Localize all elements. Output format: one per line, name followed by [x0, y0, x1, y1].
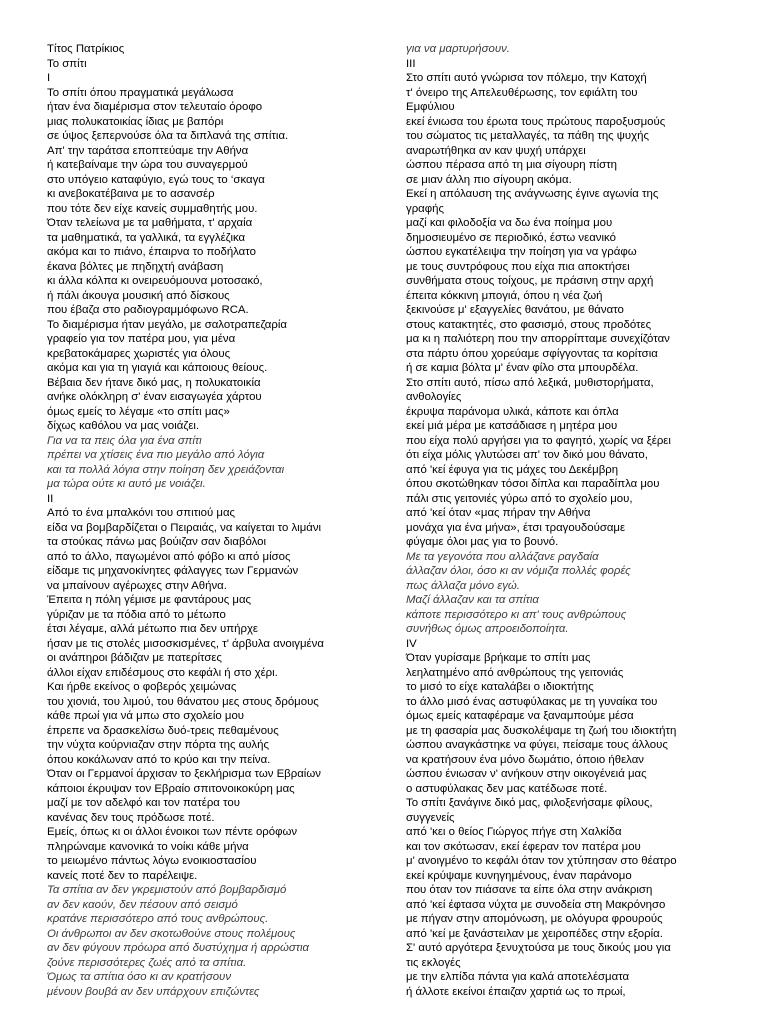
text-line: με τους συντρόφους που είχα πια αποκτήσει — [406, 260, 630, 273]
text-line: που τότε δεν είχε κανείς συμμαθητής μου. — [47, 202, 258, 215]
italic-text-line: άλλαζαν όλοι, όσο κι αν νόμιζα πολλές φορές — [406, 565, 631, 577]
italic-text-line: Με τα γεγονότα που αλλάζανε ραγδαία — [406, 550, 599, 563]
text-line: ήσαν με τις στολές μισοσκισμένες, τ' άρβυλα ανοιγμένα — [47, 637, 324, 650]
text-line: που όταν τον πιάσανε τα είπε όλα στην ανάκριση — [406, 884, 653, 896]
text-line: στο υπόγειο καταφύγιο, εγώ τους το ‘σκαγα — [47, 173, 265, 186]
text-line: ότι είχα μόλις γλυτώσει απ' τον δικό μου θάνατο, — [406, 449, 648, 461]
text-line: ώσπου αναγκάστηκε να φύγει, πείσαμε τους άλλους — [406, 739, 668, 751]
italic-text-line: κάποτε περισσότερο κι απ' τους ανθρώπους — [406, 608, 627, 621]
text-line: Το διαμέρισμα ήταν μεγάλο, με σαλοτραπεζαρία — [47, 318, 287, 331]
italic-text-line: πρέπει να χτίσεις ένα πιο μεγάλο από λόγια — [47, 449, 265, 461]
text-line: κανένας δεν τους πρόδωσε ποτέ. — [47, 811, 215, 824]
text-line: λεηλατημένο από ανθρώπους της γειτονιάς — [406, 666, 624, 679]
text-line: ώσπου εγκατέλειψα την ποίηση για να γράφω — [406, 246, 637, 258]
text-line: από 'κεί έφυγα για τις μάχες του Δεκέμβρη — [406, 463, 619, 476]
italic-text-line: πως άλλαζα μόνο εγώ. — [406, 579, 520, 592]
italic-text-line: και τα πολλά λόγια στην ποίηση δεν χρειάζονται — [47, 463, 285, 476]
text-line: ή κατεβαίναμε την ώρα του συναγερμού — [47, 159, 248, 171]
text-line: γύριζαν με τα πόδια από το μέτωπο — [47, 608, 226, 621]
text-line: είδα να βομβαρδίζεται ο Πειραιάς, να καίγεται το λιμάνι — [47, 521, 322, 534]
text-line: από το άλλο, παγωμένοι από φόβο κι από μίσος — [47, 550, 291, 563]
text-line: ακόμα και το πιάνο, έπαιρνα το ποδήλατο — [47, 246, 256, 258]
text-line: τα στούκας πάνω μας βούιζαν σαν διαβόλοι — [47, 536, 266, 548]
italic-text-line: Τα σπίτια αν δεν γκρεμιστούν από βομβαρδισμό — [47, 884, 287, 896]
text-line: φύγαμε όλοι μας για το βουνό. — [406, 536, 559, 548]
text-line: μονάχα για ένα μήνα», έτσι τραγουδούσαμε — [406, 521, 626, 534]
text-line: ώσπου ένιωσαν ν' ανήκουν στην οικογένειά μας — [406, 768, 647, 780]
italic-text-line: αν δεν φύγουν πρόωρα από δυστύχημα ή αρρώστια — [47, 942, 310, 954]
text-line: από 'κει ο θείος Γιώργος πήγε στη Χαλκίδα — [406, 826, 622, 838]
text-line: πάλι στις γειτονιές γύρω από το σχολείο μου, — [406, 492, 633, 505]
text-line: αναρωτήθηκα αν καν ψυχή υπάρχει — [406, 144, 586, 157]
text-line: τις εκλογές — [406, 956, 461, 969]
text-line: Το σπίτι ξανάγινε δικό μας, φιλοξενήσαμε φίλους, — [406, 797, 653, 809]
text-line: με τη φασαρία μας δυσκολέψαμε τη ζωή του ιδιοκτήτη — [406, 724, 677, 737]
text-line: ή σε καμια βόλτα μ' έναν φίλο στα μπουρδέλα. — [406, 362, 639, 374]
text-line: εκεί ένιωσα του έρωτα τους πρώτους παροξυσμούς — [406, 115, 666, 128]
text-line: όπου κοκάλωναν από το κρύο και την πείνα. — [47, 753, 271, 766]
text-line: κανείς ποτέ δεν το παρέλειψε. — [47, 869, 198, 882]
text-line: όμως εμείς το λέγαμε «το σπίτι μας» — [47, 405, 230, 418]
italic-text-line: Για να τα πεις όλα για ένα σπίτι — [47, 434, 202, 447]
text-line: άλλοι είχαν επιδέσμους στο κεφάλι ή στο χέρι. — [47, 666, 278, 679]
text-line: ή πάλι άκουγα μουσική από δίσκους — [47, 289, 230, 302]
text-line: εκεί μιά μέρα με κατσάδιασε η μητέρα μου — [406, 420, 618, 432]
text-line: Στο σπίτι αυτό, πίσω από λεξικά, μυθιστορήματα, — [406, 376, 654, 389]
text-line: Όταν οι Γερμανοί άρχισαν το ξεκλήρισμα των Εβραίων — [47, 768, 321, 780]
italic-text-line: μα τώρα ούτε κι αυτό με νοιάζει. — [47, 478, 206, 490]
italic-text-line: για να μαρτυρήσουν. — [406, 43, 510, 55]
text-line: μ' ανοιγμένο το κεφάλι όταν τον χτύπησαν στο θέατρο — [406, 855, 677, 867]
text-line: Εμφύλιου — [406, 101, 455, 113]
text-line: ο αστυφύλακας δεν μας κατέδωσε ποτέ. — [406, 782, 608, 795]
text-line: κάποιοι έκρυψαν τον Εβραίο σπιτονοικοκύρη μας — [47, 782, 295, 795]
text-line: ανθολογίες — [406, 391, 462, 403]
text-line: κρεβατοκάμαρες χωριστές για όλους — [47, 347, 231, 360]
text-line: να κρατήσουν ένα μόνο δωμάτιο, όποιο ήθελαν — [406, 753, 644, 766]
text-line: έκρυψα παράνομα υλικά, κάποτε και όπλα — [406, 405, 619, 418]
text-line: II — [47, 492, 54, 505]
text-line: δίχως καθόλου να μας νοιάζει. — [47, 420, 200, 432]
text-line: και τον σκότωσαν, εκεί έφεραν τον πατέρα μου — [406, 840, 641, 853]
left-column — [47, 42, 377, 999]
text-line: μα κι η παλιότερη που την απορρίπταμε συνεχίζόταν — [406, 333, 670, 345]
text-line: Βέβαια δεν ήτανε δικό μας, η πολυκατοικία — [47, 376, 261, 389]
text-line: όπου σκοτώθηκαν τόσοι δίπλα και παραδίπλα μου — [406, 478, 660, 490]
text-line: από 'κεί όταν «μας πήραν την Αθήνα — [406, 507, 591, 519]
text-line: από 'κεί έφτασα νύχτα με συνοδεία στη Μακρόνησο — [406, 898, 666, 911]
text-line: Εμείς, όπως κι οι άλλοι ένοικοι των πέντε ορόφων — [47, 826, 298, 838]
text-line: στους κατακτητές, στο φασισμό, στους προδότες — [406, 318, 652, 331]
right-column — [406, 42, 736, 999]
text-line: πληρώναμε κανονικά το νοίκι κάθε μήνα — [47, 840, 249, 853]
text-line: το άλλο μισό ένας αστυφύλακας με τη γυναίκα του — [406, 695, 658, 708]
text-line: Σ' αυτό αργότερα ξενυχτούσα με τους δικούς μου για — [406, 942, 671, 954]
text-line: γραφείο για τον πατέρα μου, για μένα — [47, 333, 236, 345]
text-line: κι άλλα κόλπα κι ονειρευόμουνα μοτοσακό, — [47, 275, 263, 287]
text-line: Και ήρθε εκείνος ο φοβερός χειμώνας — [47, 681, 237, 693]
text-line: σε ύψος ξεπερνούσε όλα τα διπλανά της σπίτια. — [47, 130, 289, 142]
text-line: ώσπου πέρασα από τη μια σίγουρη πίστη — [406, 159, 617, 171]
text-line: Στο σπίτι αυτό γνώρισα τον πόλεμο, την Κατοχή — [406, 72, 647, 84]
text-line: του χιονιά, του λιμού, του θάνατου μες στους δρόμους — [47, 695, 319, 708]
text-line: την νύχτα κούρνιαζαν στην πόρτα της αυλής — [47, 739, 269, 751]
text-line: το μειωμένο πάντως λόγω ενοικιοστασίου — [47, 855, 257, 867]
text-line: στα πάρτυ όπου χορεύαμε σφίγγοντας τα κορίτσια — [406, 347, 658, 360]
text-line: που είχα πολύ αργήσει για το φαγητό, χωρίς να ξέρει — [406, 434, 671, 447]
italic-text-line: κρατάνε περισσότερο από τους ανθρώπους. — [47, 913, 269, 925]
text-line: Το σπίτι όπου πραγματικά μεγάλωσα — [47, 86, 234, 99]
italic-text-line: μένουν βουβά αν δεν υπάρχουν επιζώντες — [47, 985, 260, 998]
text-line: Απ' την ταράτσα εποπτεύαμε την Αθήνα — [47, 144, 249, 157]
text-line: από 'κεί με ξανάστειλαν με χειροπέδες στην εξορία. — [406, 927, 663, 940]
text-line: Από το ένα μπαλκόνι του σπιτιού μας — [47, 507, 236, 519]
text-line: να μπαίνουν αγέρωχες στην Αθήνα. — [47, 579, 227, 592]
italic-text-line: αν δεν καούν, δεν πέσουν από σεισμό — [47, 898, 238, 911]
text-line: IV — [406, 637, 417, 650]
text-line: έπρεπε να δρασκελίσω δυό-τρεις πεθαμένους — [47, 724, 279, 737]
text-line: έτσι λέγαμε, αλλά μέτωπο πια δεν υπήρχε — [47, 623, 259, 635]
text-line: ακόμα και για τη γιαγιά και κάποιους θείους. — [47, 362, 268, 374]
text-line: κι ανεβοκατέβαινα με το ασανσέρ — [47, 188, 215, 200]
text-line: Το σπίτι — [47, 57, 87, 70]
text-line: τ' όνειρο της Απελευθέρωσης, τον εφιάλτη του — [406, 86, 638, 99]
italic-text-line: Οι άνθρωποι αν δεν σκοτωθούνε στους πολέμους — [47, 927, 296, 940]
text-line: ή άλλοτε εκείνοι έπαιζαν χαρτιά ως το πρωί, — [406, 985, 626, 998]
text-line: I — [47, 72, 51, 84]
italic-text-line: Όμως τα σπίτια όσο κι αν κρατήσουν — [47, 971, 232, 983]
text-line: ανήκε ολόκληρη σ' έναν εισαγωγέα χάρτου — [47, 391, 262, 403]
text-line: εκεί κρύψαμε κυνηγημένους, έναν παράνομο — [406, 869, 632, 882]
text-line: Τίτος Πατρίκιος — [47, 43, 125, 55]
text-line: σε μιαν άλλη πιο σίγουρη ακόμα. — [406, 173, 572, 186]
text-line: μιας πολυκατοικίας ίδιας με βαπόρι — [47, 115, 224, 128]
text-line: το μισό το είχε καταλάβει ο ιδιοκτήτης — [406, 681, 594, 693]
text-line: έπειτα κόκκινη μπογιά, όπου η νέα ζωή — [406, 289, 603, 302]
italic-text-line: συνήθως όμως απροειδοποίητα. — [406, 623, 569, 635]
text-line: κάθε πρωί για νά μπω στο σχολείο μου — [47, 710, 245, 722]
text-line: III — [406, 57, 416, 70]
text-line: δημοσιευμένο σε περιοδικό, έστω νεανικό — [406, 231, 616, 244]
text-line: μαζί και φιλοδοξία να δω ένα ποίημα μου — [406, 217, 613, 229]
text-line: Έπειτα η πόλη γέμισε με φαντάρους μας — [47, 594, 252, 606]
text-line: που έβαζα στο ραδιογραμμόφωνο RCA. — [47, 304, 249, 316]
text-line: με πήγαν στην απομόνωση, με ολόγυρα φρουρούς — [406, 913, 663, 925]
text-line: του σώματος τις μεταλλαγές, τα πάθη της ψυχής — [406, 130, 649, 142]
text-line: Όταν τελείωνα με τα μαθήματα, τ' αρχαία — [47, 217, 253, 229]
italic-text-line: ζούνε περισσότερες ζωές από τα σπίτια. — [47, 956, 247, 969]
italic-text-line: Μαζί άλλαζαν και τα σπίτια — [406, 594, 539, 606]
text-line: ξεκινούσε μ' εξαγγελίες θανάτου, με θάνατο — [406, 304, 624, 316]
text-line: έκανα βόλτες με πηδηχτή ανάβαση — [47, 260, 224, 273]
text-line: με την ελπίδα πάντα για καλά αποτελέσματα — [406, 971, 630, 983]
text-line: τα μαθηματικά, τα γαλλικά, τα εγγλέζικα — [47, 231, 246, 244]
text-line: είδαμε τις μηχανοκίνητες φάλαγγες των Γερμανών — [47, 565, 299, 577]
text-line: Όταν γυρίσαμε βρήκαμε το σπίτι μας — [406, 652, 591, 664]
text-line: Εκεί η απόλαυση της ανάγνωσης έγινε αγωνία της — [406, 188, 659, 200]
text-line: συγγενείς — [406, 811, 455, 824]
text-line: ήταν ένα διαμέρισμα στον τελευταίο όροφο — [47, 101, 263, 113]
text-line: γραφής — [406, 202, 444, 215]
text-line: οι ανάπηροι βάδιζαν με πατερίτσες — [47, 652, 222, 664]
text-line: συνθήματα στους τοίχους, με πράσινη στην αρχή — [406, 275, 654, 287]
text-line: όμως εμείς καταφέραμε να ξαναμπούμε μέσα — [406, 710, 634, 722]
text-line: μαζί με τον αδελφό και τον πατέρα του — [47, 797, 240, 809]
